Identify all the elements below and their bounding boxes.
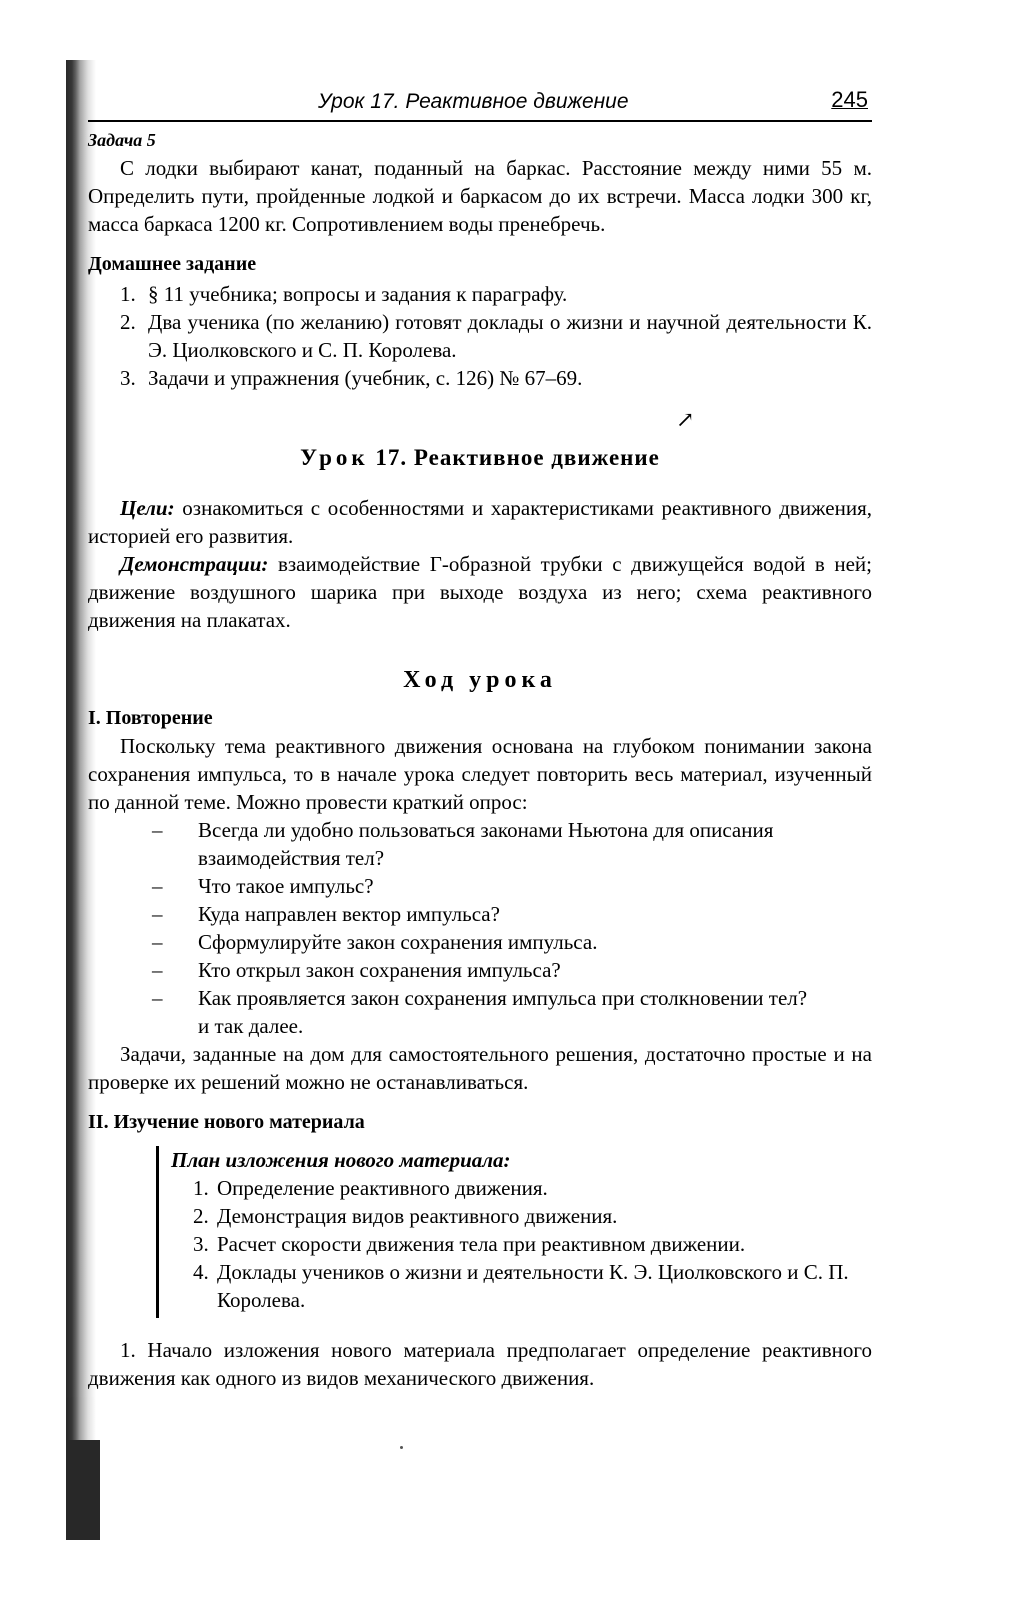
plan-item: [171, 1230, 872, 1258]
question-item: [88, 956, 872, 984]
question-text: Куда направлен вектор импульса?: [198, 902, 500, 926]
homework-item-number: 2.: [120, 310, 136, 334]
scan-speck: [400, 1446, 403, 1449]
plan-box: [156, 1146, 872, 1318]
section-1-note: Задачи, заданные на дом для самостоятельного решения, достаточно простые и на проверке их решений можно не останавливаться.: [88, 1042, 872, 1094]
lesson-title-prefix: Урок: [300, 445, 369, 470]
plan-title: План изложения нового материала:: [171, 1148, 511, 1172]
question-item: [88, 928, 872, 956]
question-text: Всегда ли удобно пользоваться законами Ньютона для описания взаимодействия тел?: [198, 818, 774, 870]
plan-item: [171, 1258, 872, 1314]
homework-list: [88, 280, 872, 392]
pencil-mark-glyph: ↗: [676, 407, 695, 432]
homework-item-text: Задачи и упражнения (учебник, с. 126) № 67–69.: [148, 366, 583, 390]
task-title: Задача 5: [88, 130, 156, 150]
demo-text: взаимодействие Г-образной трубки с движущейся водой в ней; движение воздушного шарика при выходе воздуха из него; схема реактивного движения на плакатах.: [88, 552, 873, 632]
dash-marker: –: [152, 874, 163, 898]
goals-label: Цели:: [120, 496, 175, 520]
page-number: 245: [831, 87, 868, 112]
dash-marker: –: [152, 902, 163, 926]
plan-item-text: Демонстрация видов реактивного движения.: [217, 1204, 618, 1228]
section-2-title: II. Изучение нового материала: [88, 1111, 365, 1133]
section-1-title: I. Повторение: [88, 707, 213, 729]
demo-paragraph: [88, 550, 872, 634]
homework-item-number: 3.: [120, 366, 136, 390]
homework-item: [88, 308, 872, 364]
running-header-title: Урок 17. Реактивное движение: [318, 90, 629, 113]
question-text: Сформулируйте закон сохранения импульса.: [198, 930, 598, 954]
homework-item-text: Два ученика (по желанию) готовят доклады о жизни и научной деятельности К. Э. Циолковского и С. П. Королева.: [148, 310, 872, 362]
homework-title: Домашнее задание: [88, 253, 257, 275]
dash-marker: –: [152, 986, 163, 1010]
plan-item-text: Определение реактивного движения.: [217, 1176, 548, 1200]
homework-item: [88, 280, 872, 308]
plan-item-number: 4.: [193, 1260, 209, 1284]
lesson-title-text: 17. Реактивное движение: [375, 445, 660, 470]
demo-label: Демонстрации:: [120, 552, 269, 576]
dash-marker: –: [152, 930, 163, 954]
question-item: [88, 900, 872, 928]
running-header: [88, 86, 872, 122]
homework-item-text: § 11 учебника; вопросы и задания к параграфу.: [148, 282, 568, 306]
plan-item-text: Доклады учеников о жизни и деятельности К. Э. Циолковского и С. П. Королева.: [217, 1260, 849, 1312]
homework-item: [88, 364, 872, 392]
course-title: Ход урока: [403, 667, 557, 693]
question-item: [88, 816, 872, 872]
question-list: [88, 816, 872, 1012]
plan-item-number: 1.: [193, 1176, 209, 1200]
lesson-title: [88, 444, 872, 472]
plan-item: [171, 1202, 872, 1230]
section-2-paragraph: 1. Начало изложения нового материала предполагает определение реактивного движения как одного из видов механического движения.: [88, 1338, 872, 1390]
plan-item: [171, 1174, 872, 1202]
question-list-tail: и так далее.: [198, 1014, 304, 1038]
question-text: Кто открыл закон сохранения импульса?: [198, 958, 561, 982]
question-item: [88, 872, 872, 900]
question-text: Как проявляется закон сохранения импульса при столкновении тел?: [198, 986, 808, 1010]
question-item: [88, 984, 872, 1012]
plan-list: [171, 1174, 872, 1314]
dash-marker: –: [152, 818, 163, 842]
section-1-intro: Поскольку тема реактивного движения основана на глубоком понимании закона сохранения импульса, то в начале урока следует повторить весь материал, изученный по данной теме. Можно провести краткий опрос:: [88, 734, 872, 814]
plan-item-number: 3.: [193, 1232, 209, 1256]
plan-item-number: 2.: [193, 1204, 209, 1228]
task-text: С лодки выбирают канат, поданный на баркас. Расстояние между ними 55 м. Определить пути, пройденные лодкой и баркасом до их встречи. Масса лодки 300 кг, масса баркаса 1200 кг. Сопротивлением воды пренебречь.: [88, 156, 872, 236]
homework-item-number: 1.: [120, 282, 136, 306]
goals-text: ознакомиться с особенностями и характеристиками реактивного движения, историей его развития.: [88, 496, 873, 548]
pencil-mark: [88, 392, 872, 444]
book-page: [88, 86, 872, 1392]
plan-item-text: Расчет скорости движения тела при реактивном движении.: [217, 1232, 746, 1256]
dash-marker: –: [152, 958, 163, 982]
goals-paragraph: [88, 494, 872, 550]
question-text: Что такое импульс?: [198, 874, 374, 898]
